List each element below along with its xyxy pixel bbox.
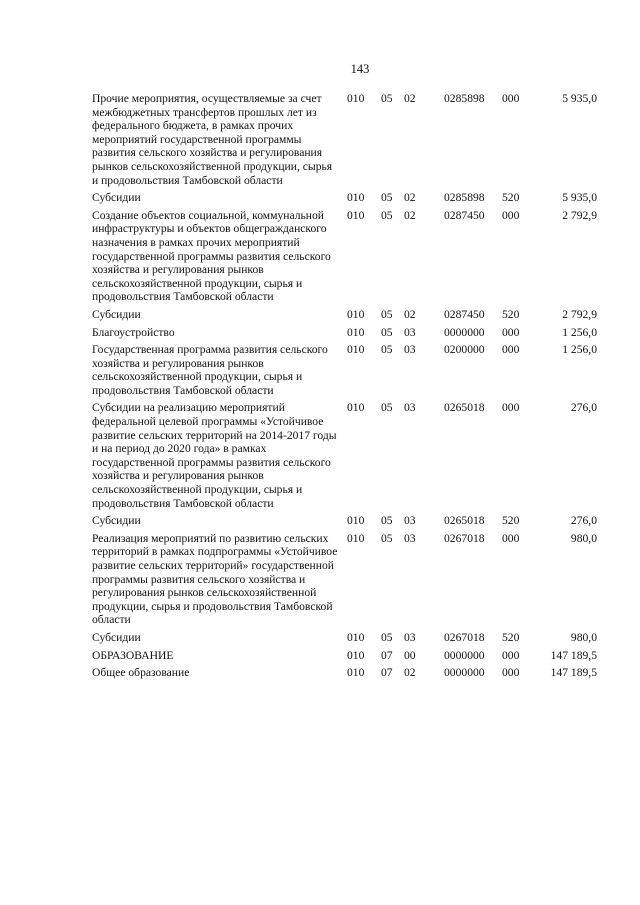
row-section-code: 05 (381, 514, 393, 528)
row-target-code: 0287450 (444, 208, 485, 222)
row-amount: 147 189,5 (550, 648, 597, 662)
row-subsection-code: 02 (404, 307, 416, 321)
row-subsection-code: 03 (404, 343, 416, 357)
row-name: ОБРАЗОВАНИЕ (92, 648, 174, 662)
row-expense-type-code: 000 (502, 343, 520, 357)
table-row (92, 401, 597, 514)
table-row (92, 326, 597, 344)
row-subsection-code: 03 (404, 325, 416, 339)
row-name: Субсидии (92, 630, 141, 644)
row-expense-type-code: 000 (502, 325, 520, 339)
row-expense-type-code: 520 (502, 630, 520, 644)
row-target-code: 0200000 (444, 343, 485, 357)
row-expense-type-code: 520 (502, 514, 520, 528)
row-name: Субсидии (92, 514, 141, 528)
row-subsection-code: 02 (404, 92, 416, 105)
row-subsection-code: 03 (404, 630, 416, 644)
row-expense-type-code: 000 (502, 208, 520, 222)
row-target-code: 0000000 (444, 648, 485, 662)
table-row (92, 649, 597, 667)
row-expense-type-code: 520 (502, 191, 520, 205)
row-section-code: 05 (381, 401, 393, 415)
row-subsection-code: 02 (404, 208, 416, 222)
row-subsection-code: 03 (404, 531, 416, 545)
row-ministry-code: 010 (347, 92, 365, 105)
budget-table (92, 92, 597, 684)
table-row (92, 514, 597, 532)
row-target-code: 0265018 (444, 514, 485, 528)
row-target-code: 0267018 (444, 630, 485, 644)
row-target-code: 0265018 (444, 401, 485, 415)
row-subsection-code: 02 (404, 191, 416, 205)
row-section-code: 07 (381, 648, 393, 662)
row-amount: 2 792,9 (562, 307, 597, 321)
row-ministry-code: 010 (347, 648, 365, 662)
row-subsection-code: 03 (404, 401, 416, 415)
row-expense-type-code: 000 (502, 648, 520, 662)
row-ministry-code: 010 (347, 325, 365, 339)
row-ministry-code: 010 (347, 191, 365, 205)
row-section-code: 05 (381, 208, 393, 222)
row-expense-type-code: 000 (502, 401, 520, 415)
row-name: Прочие мероприятия, осуществляемые за счет межбюджетных трансфертов прошлых лет из федерального бюджета, в рамках прочих мероприятий государственной программы развития сельского хозяйства и регулирования рынков сельскохозяйственной продукции, сырья и продовольствия Тамбовской области (92, 92, 333, 187)
budget-table-body (92, 92, 597, 684)
row-ministry-code: 010 (347, 401, 365, 415)
row-name: Субсидии (92, 191, 141, 205)
table-row (92, 191, 597, 209)
row-expense-type-code: 000 (502, 531, 520, 545)
row-expense-type-code: 520 (502, 307, 520, 321)
row-name: Субсидии (92, 307, 141, 321)
table-row (92, 666, 597, 684)
row-target-code: 0285898 (444, 92, 485, 105)
row-ministry-code: 010 (347, 307, 365, 321)
row-ministry-code: 010 (347, 343, 365, 357)
row-target-code: 0000000 (444, 666, 485, 680)
row-section-code: 05 (381, 92, 393, 105)
row-amount: 980,0 (570, 531, 597, 545)
page-number: 143 (350, 62, 370, 76)
table-row (92, 532, 597, 631)
row-expense-type-code: 000 (502, 92, 520, 105)
table-row (92, 343, 597, 401)
row-amount: 276,0 (570, 514, 597, 528)
row-section-code: 05 (381, 325, 393, 339)
row-expense-type-code: 000 (502, 666, 520, 680)
table-row (92, 308, 597, 326)
row-ministry-code: 010 (347, 630, 365, 644)
row-subsection-code: 02 (404, 666, 416, 680)
row-name: Субсидии на реализацию мероприятий федеральной целевой программы «Устойчивое развитие сельских территорий на 2014-2017 годы и на период до 2020 года» в рамках государственной программы развития сельского хозяйства и регулирования рынков сельскохозяйственной продукции, сырья и продовольствия Тамбовской области (92, 401, 337, 510)
row-amount: 2 792,9 (562, 208, 597, 222)
row-name: Благоустройство (92, 325, 175, 339)
row-section-code: 05 (381, 307, 393, 321)
row-subsection-code: 00 (404, 648, 416, 662)
row-section-code: 05 (381, 191, 393, 205)
row-amount: 1 256,0 (562, 325, 597, 339)
row-target-code: 0285898 (444, 191, 485, 205)
row-amount: 5 935,0 (562, 191, 597, 205)
row-amount: 980,0 (570, 630, 597, 644)
row-section-code: 05 (381, 531, 393, 545)
row-section-code: 07 (381, 666, 393, 680)
row-subsection-code: 03 (404, 514, 416, 528)
row-ministry-code: 010 (347, 531, 365, 545)
row-amount: 5 935,0 (562, 92, 597, 105)
row-name: Создание объектов социальной, коммунальной инфраструктуры и объектов общегражданского назначения в рамках прочих мероприятий государственной программы развития сельского хозяйства и регулирования рынков сельскохозяйственной продукции, сырья и продовольствия Тамбовской области (92, 208, 331, 304)
row-section-code: 05 (381, 343, 393, 357)
row-amount: 147 189,5 (550, 666, 597, 680)
row-ministry-code: 010 (347, 514, 365, 528)
table-row (92, 631, 597, 649)
table-row (92, 209, 597, 308)
row-name: Реализация мероприятий по развитию сельских территорий в рамках подпрограммы «Устойчивое развитие сельских территорий» государственной программы развития сельского хозяйства и регулирования рынков сельскохозяйственной продукции, сырья и продовольствия Тамбовской области (92, 531, 338, 627)
row-target-code: 0267018 (444, 531, 485, 545)
row-target-code: 0287450 (444, 307, 485, 321)
row-name: Общее образование (92, 666, 190, 680)
row-section-code: 05 (381, 630, 393, 644)
row-target-code: 0000000 (444, 325, 485, 339)
row-ministry-code: 010 (347, 666, 365, 680)
row-ministry-code: 010 (347, 208, 365, 222)
row-amount: 1 256,0 (562, 343, 597, 357)
table-row (92, 92, 597, 191)
row-name: Государственная программа развития сельского хозяйства и регулирования рынков сельскохозяйственной продукции, сырья и продовольствия Тамбовской области (92, 343, 328, 397)
row-amount: 276,0 (570, 401, 597, 415)
